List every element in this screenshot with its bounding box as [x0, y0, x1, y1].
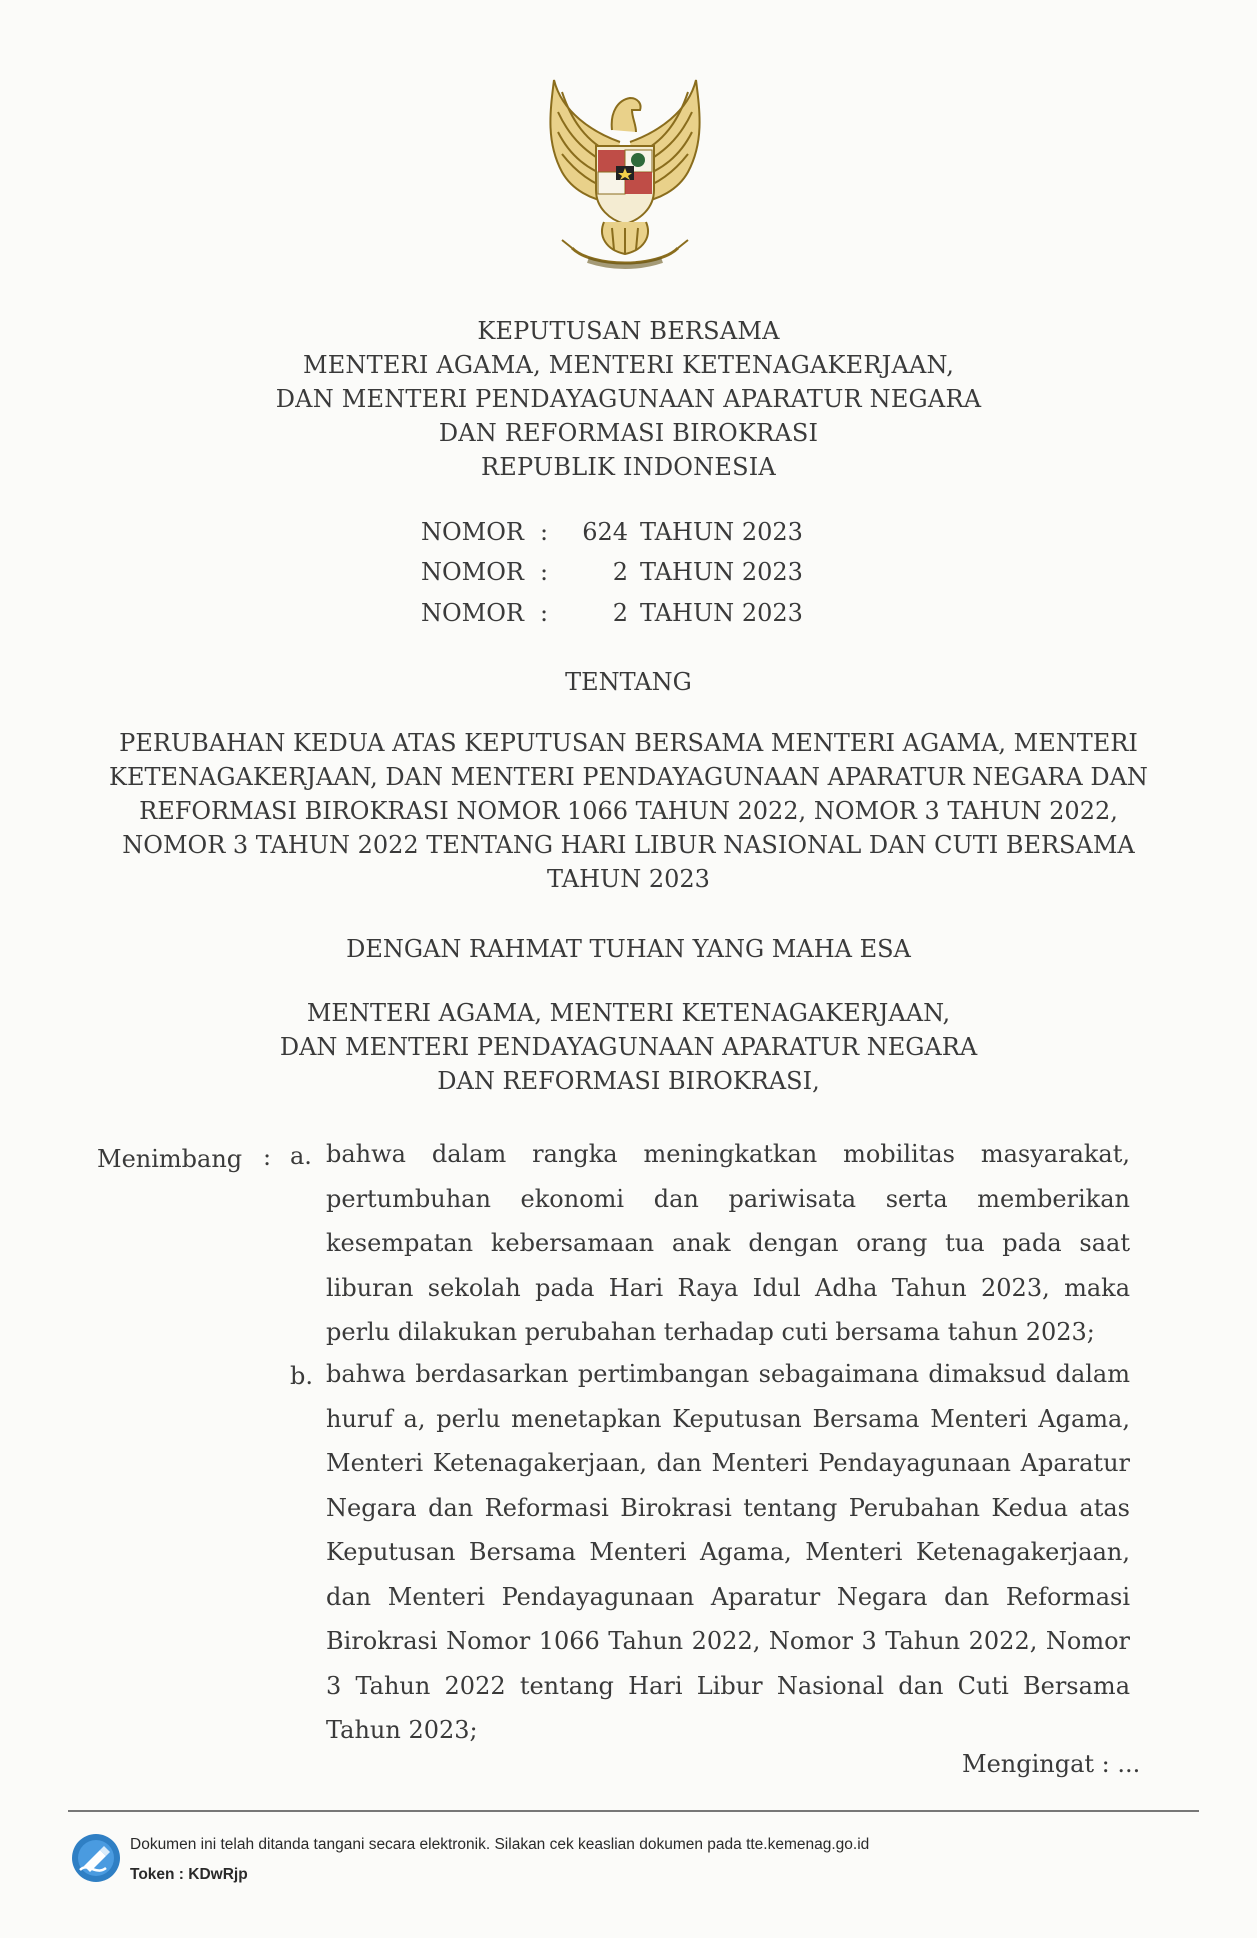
menimbang-item-a: bahwa dalam rangka meningkatkan mobilitas masyarakat, pertumbuhan ekonomi dan pariwisata serta memberikan kesempatan kebersamaan anak dengan orang tua pada saat liburan sekolah pada Hari Raya Idul Adha Tahun 2023, maka perlu dilakukan perubahan terhadap cuti bersama tahun 2023;	[326, 1140, 1130, 1346]
ministers-heading	[0, 996, 1257, 1098]
nomor-number: 2	[612, 558, 628, 586]
subject-line: PERUBAHAN KEDUA ATAS KEPUTUSAN BERSAMA MENTERI AGAMA, MENTERI	[119, 729, 1138, 757]
nomor-number: 624	[582, 518, 628, 546]
title-line: KEPUTUSAN BERSAMA	[477, 317, 780, 345]
item-letter: b.	[290, 1362, 313, 1390]
title-line: DAN MENTERI PENDAYAGUNAAN APARATUR NEGARA	[275, 385, 982, 413]
nomor-year: TAHUN 2023	[640, 599, 803, 627]
title-line: MENTERI AGAMA, MENTERI KETENAGAKERJAAN,	[302, 351, 955, 379]
footer-token: Token : KDwRjp	[130, 1866, 248, 1883]
title-line: REPUBLIK INDONESIA	[481, 453, 776, 481]
subject-line: NOMOR 3 TAHUN 2022 TENTANG HARI LIBUR NASIONAL DAN CUTI BERSAMA	[122, 831, 1135, 859]
tentang-heading: TENTANG	[565, 668, 692, 696]
decree-subject	[0, 726, 1257, 896]
ministers-line: MENTERI AGAMA, MENTERI KETENAGAKERJAAN,	[306, 999, 951, 1027]
nomor-label: NOMOR	[421, 599, 524, 627]
subject-line: REFORMASI BIROKRASI NOMOR 1066 TAHUN 2022, NOMOR 3 TAHUN 2022,	[139, 797, 1118, 825]
nomor-number: 2	[612, 599, 628, 627]
nomor-label: NOMOR	[421, 518, 524, 546]
item-letter: a.	[290, 1142, 312, 1170]
ministers-line: DAN MENTERI PENDAYAGUNAAN APARATUR NEGARA	[279, 1033, 978, 1061]
decree-title	[0, 314, 1257, 484]
nomor-colon: :	[540, 599, 549, 627]
subject-line: KETENAGAKERJAAN, DAN MENTERI PENDAYAGUNAAN APARATUR NEGARA DAN	[109, 763, 1148, 791]
footer-divider	[68, 1810, 1199, 1812]
footer-signature-note: Dokumen ini telah ditanda tangani secara elektronik. Silakan cek keaslian dokumen pada tte.kemenag.go.id	[130, 1836, 870, 1853]
nomor-row	[0, 558, 1257, 592]
nomor-row	[0, 518, 1257, 552]
subject-line: TAHUN 2023	[547, 865, 710, 893]
garuda-emblem-icon	[532, 72, 718, 272]
title-line: DAN REFORMASI BIROKRASI	[438, 419, 819, 447]
next-page-catchword: Mengingat : ...	[962, 1750, 1141, 1778]
nomor-year: TAHUN 2023	[640, 558, 803, 586]
menimbang-label: Menimbang	[97, 1145, 243, 1173]
nomor-colon: :	[540, 518, 549, 546]
nomor-year: TAHUN 2023	[640, 518, 803, 546]
menimbang-colon: :	[263, 1143, 272, 1171]
menimbang-item-b: bahwa berdasarkan pertimbangan sebagaimana dimaksud dalam huruf a, perlu menetapkan Keputusan Bersama Menteri Agama, Menteri Ketenagakerjaan, dan Menteri Pendayagunaan Aparatur Negara dan Reformasi Birokrasi tentang Perubahan Kedua atas Keputusan Bersama Menteri Agama, Menteri Ketenagakerjaan, dan Menteri Pendayagunaan Aparatur Negara dan Reformasi Birokrasi Nomor 1066 Tahun 2022, Nomor 3 Tahun 2022, Nomor 3 Tahun 2022 tentang Hari Libur Nasional dan Cuti Bersama Tahun 2023;	[326, 1360, 1130, 1744]
nomor-row	[0, 599, 1257, 633]
nomor-colon: :	[540, 558, 549, 586]
rahmat-line: DENGAN RAHMAT TUHAN YANG MAHA ESA	[346, 935, 911, 963]
ministers-line: DAN REFORMASI BIROKRASI,	[437, 1067, 820, 1095]
nomor-label: NOMOR	[421, 558, 524, 586]
e-signature-icon	[70, 1832, 122, 1884]
